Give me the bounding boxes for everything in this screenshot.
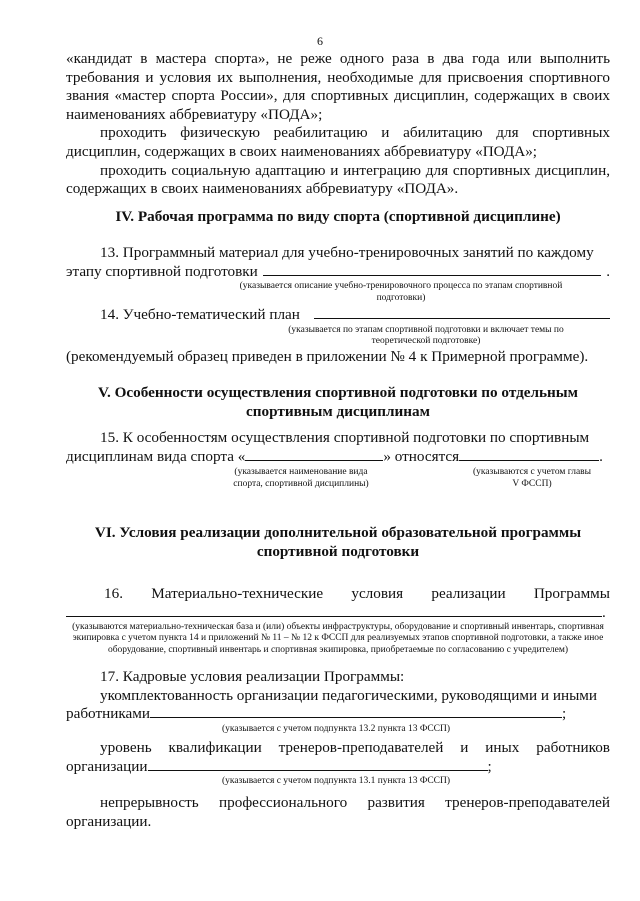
item-17-staffing-blank [150,705,562,718]
item-17-qualification-blank [148,758,488,771]
item-14-line [66,306,610,325]
item-15-blank-1 [245,448,383,461]
item-16-blank [66,604,602,617]
item-17-staffing: укомплектованность организации педагогическими, руководящими и иными [100,686,598,704]
item-17 [66,668,610,831]
section-4-heading: IV. Рабочая программа по виду спорта (спортивной дисциплине) [115,208,561,225]
item-17-staffing-note: (указывается с учетом подпункта 13.2 пункта 13 ФССП) [221,723,451,734]
paragraph-cms: «кандидат в мастера спорта», не реже одного раза в два года или выполнить требования и условия их выполнения, необходимые для присвоения спортивного звания «мастер спорта России», для спортивных дисциплин, содержащих в своих наименованиях аббревиатуру «ПОДА»; [66,50,610,123]
item-13-note: (указывается описание учебно-тренировочного процесса по этапам спортивной подготовки) [239,281,563,303]
item-16-line: 16. Материально-технические условия реализации Программы [104,585,610,602]
item-15-note-2: (указываются с учетом главы V ФССП) [472,467,592,489]
paragraph-social: проходить социальную адаптацию и интеграцию для спортивных дисциплин, содержащих в своих наименованиях аббревиатуру «ПОДА». [66,161,610,198]
item-16-blank-line: . [66,604,610,620]
page-number: 6 [317,34,323,48]
item-17-continuity: непрерывность профессионального развития тренеров-преподавателей [100,793,610,811]
item-17-qualification-line2: организации ; [66,757,492,775]
item-14-continuation: (рекомендуемый образец приведен в приложении № 4 к Примерной программе). [66,347,589,365]
item-14-blank [314,306,610,319]
section-5-heading-block [66,384,610,421]
item-13-line2: этапу спортивной подготовки . [66,262,610,280]
item-17-heading: 17. Кадровые условия реализации Программы: [100,668,405,685]
intro-block [66,50,610,199]
item-13-blank [263,263,601,276]
item-17-staffing-line2: работниками ; [66,705,567,723]
item-17-qualification-note: (указывается с учетом подпункта 13.1 пункта 13 ФССП) [221,776,451,787]
section-6-heading: VI. Условия реализации дополнительной образовательной программы [94,524,582,541]
item-13-text: 13. Программный материал для учебно-тренировочных занятий по каждому [100,244,594,261]
item-15-line2: дисциплинам вида спорта « » относятся . [66,447,603,465]
item-14-text: 14. Учебно-тематический план [100,306,300,323]
item-15 [66,429,610,489]
item-13-text-2: этапу спортивной подготовки [66,262,258,280]
section-5-heading-2: спортивным дисциплинам [246,402,430,420]
item-13 [66,244,610,304]
section-6-heading-2: спортивной подготовки [256,542,420,560]
item-15-blank-2 [459,448,599,461]
section-6-heading-block [66,524,610,561]
section-5-heading: V. Особенности осуществления спортивной подготовки по отдельным [97,384,579,401]
item-17-continuity-line2: организации. [66,812,152,830]
item-15-text: 15. К особенностям осуществления спортивной подготовки по спортивным [100,429,590,446]
item-14-note: (указывается по этапам спортивной подготовки и включает темы по теоретической подготовке) [288,324,564,347]
paragraph-rehab: проходить физическую реабилитацию и абилитацию для спортивных дисциплин, содержащих в своих наименованиях аббревиатуру «ПОДА»; [66,124,610,160]
item-16 [66,585,610,656]
item-17-qualification: уровень квалификации тренеров-преподавателей и иных работников [100,739,610,757]
item-16-note: (указываются материально-техническая база и (или) объекты инфраструктуры, оборудование и спортивный инвентарь, спортивная экипировка с учетом пункта 14 и приложений № 11 – № 12 к ФССП для реализуемых этапов спортивной подготовки, а также иное оборудование, спортивный инвентарь и спортивная экипировка, приобретаемые по согласованию с учредителем) [72,621,604,655]
item-15-note-1: (указывается наименование вида спорта, спортивной дисциплины) [233,467,369,489]
item-14 [66,306,610,366]
